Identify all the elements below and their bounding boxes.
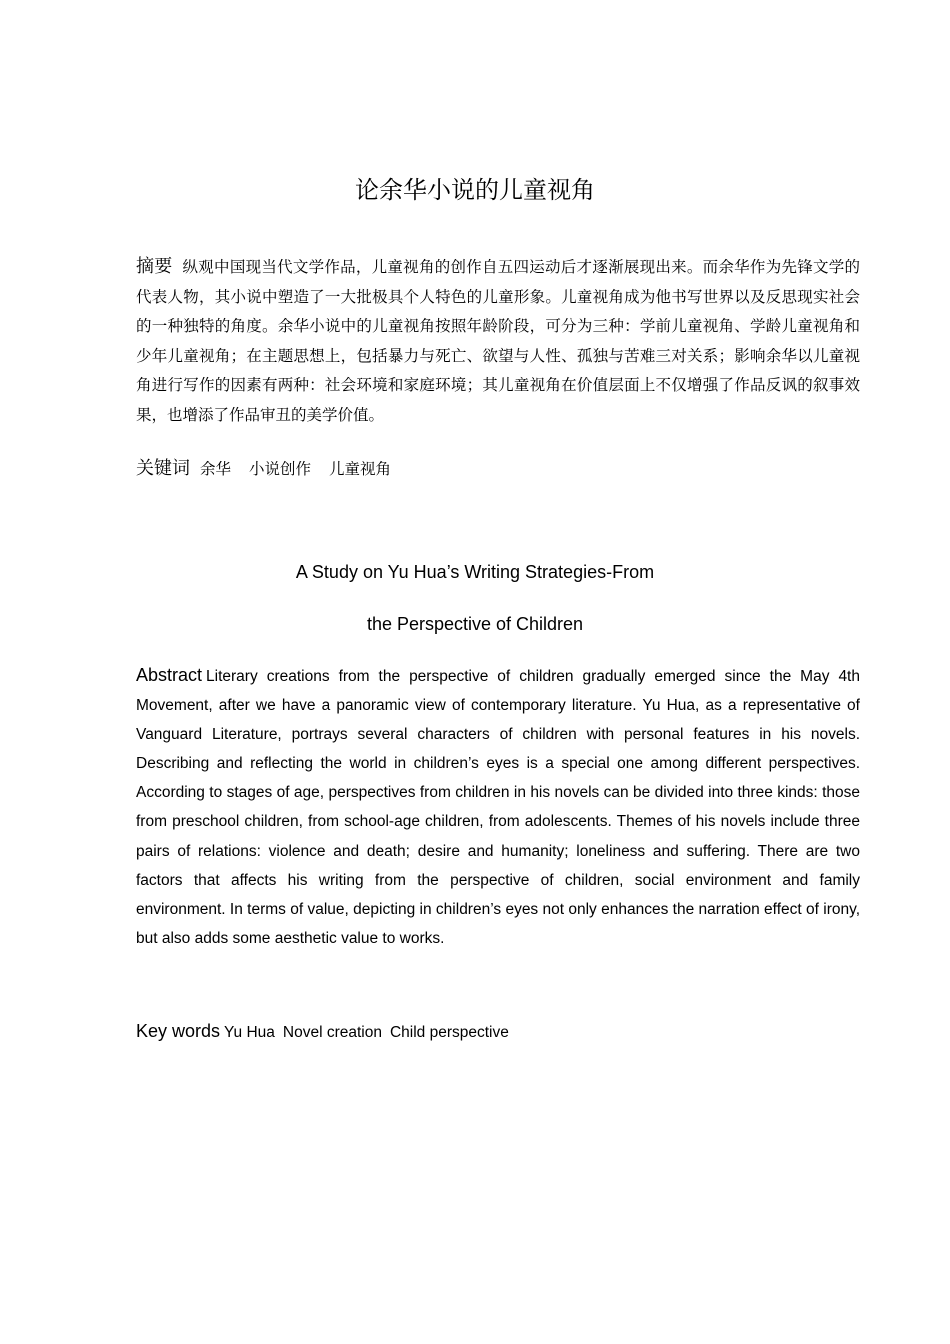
chinese-keywords — [136, 455, 860, 483]
english-abstract-text: Literary creations from the perspective of children gradually emerged since the May 4th Movement, after we have a panoramic view of contemporary literature. Yu Hua, as a representative of Vanguard Literature, portrays several characters of children with personal features in his novels. Describing and reflecting the world in children’s eyes is a special one among different perspectives. According to stages of age, perspectives from children in his novels can be divided into three kinds: those from preschool children, from school-age children, from adolescents. Themes of his novels include three pairs of relations: violence and death; desire and humanity; loneliness and suffering. There are two factors that affects his writing from the perspective of children, social environment and family environment. In terms of value, depicting in children’s eyes not only enhances the narration effect of irony, but also adds some aesthetic value to works. — [136, 668, 860, 947]
chinese-abstract-text: 纵观中国现当代文学作品，儿童视角的创作自五四运动后才逐渐展现出来。而余华作为先锋文学的代表人物，其小说中塑造了一大批极具个人特色的儿童形象。儿童视角成为他书写世界以及反思现实社会的一种独特的角度。余华小说中的儿童视角按照年龄阶段，可分为三种：学前儿童视角、学龄儿童视角和少年儿童视角；在主题思想上，包括暴力与死亡、欲望与人性、孤独与苦难三对关系；影响余华以儿童视角进行写作的因素有两种：社会环境和家庭环境；其儿童视角在价值层面上不仅增强了作品反讽的叙事效果，也增添了作品审丑的美学价值。 — [136, 258, 860, 424]
chinese-keywords-label: 关键词 — [136, 458, 190, 479]
chinese-title: 论余华小说的儿童视角 — [355, 176, 595, 204]
english-abstract — [136, 661, 860, 953]
chinese-keyword: 儿童视角 — [329, 460, 392, 478]
english-keyword: Novel creation — [282, 1024, 382, 1041]
chinese-keyword: 小说创作 — [249, 460, 312, 478]
english-keyword: Yu Hua — [224, 1024, 275, 1041]
english-keywords — [136, 1017, 860, 1047]
chinese-abstract-label: 摘要 — [136, 256, 173, 277]
chinese-keyword: 余华 — [200, 460, 232, 478]
english-title-line-1: A Study on Yu Hua’s Writing Strategies-From — [295, 562, 655, 582]
english-keyword: Child perspective — [389, 1024, 509, 1041]
english-keywords-label: Key words — [136, 1021, 221, 1041]
chinese-abstract — [136, 252, 860, 430]
english-abstract-label: Abstract — [136, 665, 203, 685]
english-title-line-2: the Perspective of Children — [366, 614, 584, 634]
